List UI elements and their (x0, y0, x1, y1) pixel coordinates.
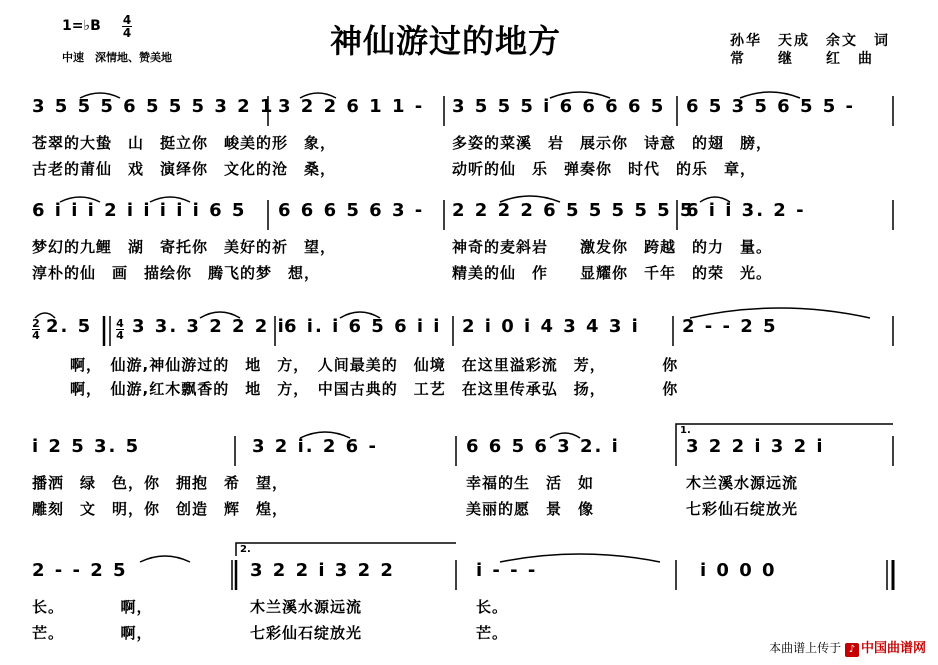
upload-text: 本曲谱上传于 (769, 641, 842, 655)
measure: 3 2 2 6 1 1 - (278, 96, 425, 117)
measure: i 0 0 0 (700, 560, 777, 581)
song-title: 神仙游过的地方 (330, 22, 562, 60)
lyric-line: 精美的仙 作 显耀你 千年 的荣 光。 (452, 264, 773, 282)
composer-credit: 常 继 红 曲 (730, 51, 874, 67)
music-site-logo-icon: ♪ (845, 643, 859, 657)
measure: 3 2 2 i 3 2 2 (250, 560, 395, 581)
measure: 6 5 3 5 6 5 5 - (686, 96, 856, 117)
lyric-line: 神奇的麦斜岩 激发你 跨越 的力 量。 (452, 238, 773, 256)
measure: 2 i 0 i 4 3 4 3 i (462, 316, 640, 337)
tempo-marking: 中速 深情地、赞美地 (62, 51, 172, 64)
lyric-line: 芒。 (476, 624, 509, 642)
measure: 6 i i 3. 2 - (686, 200, 806, 221)
lyric-line: 梦幻的九鲤 湖 寄托你 美好的祈 望， (32, 238, 337, 256)
measure: 6 6 5 6 3 2. i (466, 436, 620, 457)
measure: 6 6 6 5 6 3 - (278, 200, 425, 221)
lyric-line: 长。 啊， (32, 598, 153, 616)
lyric-line: 木兰溪水源远流 (686, 474, 799, 492)
time-signature-change: 2 4 (32, 317, 40, 342)
measure: 6 i. i 6 5 6 i i (284, 316, 442, 337)
key-signature: 1=♭B (62, 18, 101, 34)
upload-footer (769, 637, 926, 657)
lyric-line: 雕刻 文 明，你 创造 辉 煌， (32, 500, 289, 518)
lyric-line: 七彩仙石绽放光 (686, 500, 799, 518)
measure: 2 - - 2 5 (682, 316, 778, 337)
measure: 3 2 i. 2 6 - (252, 436, 378, 457)
lyric-line: 多姿的菜溪 岩 展示你 诗意 的翅 膀， (452, 134, 773, 152)
measure: 6 i i i 2 i i i i i 6 5 (32, 200, 247, 221)
measure: 3 5 5 5 i 6 6 6 6 5 (452, 96, 666, 117)
lyric-line: 啊， 仙游,神仙游过的 地 方， 人间最美的 仙境 在这里溢彩流 芳， 你 (70, 356, 679, 374)
measure: 3 5 5 5 6 5 5 5 3 2 1 (32, 96, 275, 117)
time-signature-change: 4 4 (116, 317, 124, 342)
site-name-link[interactable]: 中国曲谱网 (860, 641, 926, 656)
lyric-line: 播洒 绿 色，你 拥抱 希 望， (32, 474, 289, 492)
measure: 3 2 2 i 3 2 i (686, 436, 825, 457)
measure: i - - - (476, 560, 538, 581)
lyricist-credit: 孙华 天成 余文 词 (730, 33, 890, 49)
measure: 2 - - 2 5 (32, 560, 128, 581)
lyric-line: 七彩仙石绽放光 (250, 624, 363, 642)
volta-bracket-2: 2. (240, 544, 251, 555)
lyric-line: 木兰溪水源远流 (250, 598, 363, 616)
time-signature: 4 4 (122, 13, 132, 40)
lyric-line: 芒。 啊， (32, 624, 153, 642)
lyric-line: 淳朴的仙 画 描绘你 腾飞的梦 想， (32, 264, 321, 282)
lyric-line: 古老的莆仙 戏 演绎你 文化的沧 桑， (32, 160, 337, 178)
measure: i 2 5 3. 5 (32, 436, 141, 457)
lyric-line: 美丽的愿 景 像 (466, 500, 595, 518)
lyric-line: 幸福的生 活 如 (466, 474, 595, 492)
lyric-line: 啊， 仙游,红木飘香的 地 方， 中国古典的 工艺 在这里传承弘 扬， 你 (70, 380, 679, 398)
volta-bracket-1: 1. (680, 425, 691, 436)
measure: 3 3. 3 2 2 2 i (132, 316, 286, 337)
measure: 2. 5 (46, 316, 93, 337)
lyric-line: 苍翠的大蛰 山 挺立你 峻美的形 象， (32, 134, 337, 152)
lyric-line: 长。 (476, 598, 509, 616)
lyric-line: 动听的仙 乐 弹奏你 时代 的乐 章， (452, 160, 757, 178)
measure: 2 2 2 2 6 5 5 5 5 5 5 (452, 200, 695, 221)
